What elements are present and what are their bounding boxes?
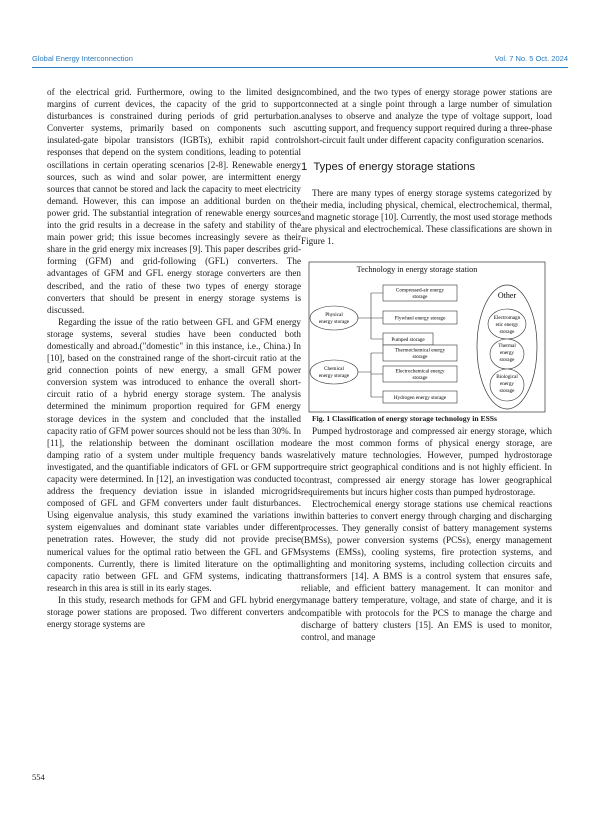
svg-text:Electromagn: Electromagn [493,315,521,322]
figure-caption: Fig. 1 Classification of energy storage technology in ESSs [312,414,497,424]
paragraph: Regarding the issue of the ratio between GFL and GFM energy storage systems, several studies have been conducted both domestically and abroad.("domestic" in this instance, i.e., China.) In [10], based on the constrained range of the short-circuit ratio at the grid connection points of new energy, a small GFM power conversion system was introduced to enhance the overall short-circuit ratio of a hybrid energy storage system. The analysis determined the minimum proportion required for GFM energy storage devices in the system and concluded that the installed capacity ratio of GFM power sources should not be less than 30%. In [11], the relationship between the dominant oscillation mode damping ratio of a system under multiple frequency bands was investigated, and the quantifiable indicators of GFL or GFM support capacity were determined. In [12], an investigation was conducted to address the frequency deviation issue in islanded microgrids composed of GFL and GFM converters under fault disturbances. Using eigenvalue analysis, this study examined the variations in system eigenvalues and dominant state variables under different penetration rates. However, the study did not provide precise numerical values for the optimal ratio between the GFL and GFM components. Currently, there is limited literature on the optimal capacity ratio between GFL and GFM systems, indicating that research in this area is still in its early stages. [47,316,301,593]
svg-text:Thermochemical energy: Thermochemical energy [394,347,446,354]
page-number: 554 [32,772,45,782]
right-column [301,86,552,643]
svg-text:energy: energy [499,350,515,357]
paragraph: Electrochemical energy storage stations use chemical reactions within batteries to convert energy through charging and discharging processes. They generally consist of battery management systems (BMSs), power conversion systems (PCSs), energy management systems (EMSs), cooling systems, fire protection systems, and lighting and monitoring systems, including collection circuits and transformers [14]. A BMS is a control system that ensures safe, reliable, and efficient battery management. It can monitor and manage battery temperature, voltage, and state of charge, and it is compatible with protocols for the PCS to manage the charge and discharge of battery clusters [15]. An EMS is used to monitor, control, and manage [301,498,552,642]
left-column [47,86,301,630]
svg-text:Thermal: Thermal [498,343,516,350]
paragraph: In this study, research methods for GFM and GFL hybrid energy storage power stations are proposed. Two different converters and energy storage systems are [47,594,301,630]
figure-1 [301,261,552,413]
section-title: Types of energy storage stations [313,161,476,174]
chemical-ellipse [310,360,358,384]
box-hydrogen-label: Hydrogen energy storage [393,395,447,402]
physical-label-2: energy storage [318,319,350,326]
journal-name: Global Energy Interconnection [32,54,133,63]
physical-ellipse [310,306,358,330]
diagram-title: Technology in energy storage station [356,265,478,275]
paragraph: There are many types of energy storage systems categorized by their media, including physical, chemical, electrochemical, thermal, and magnetic storage [10]. Currently, the most used storage methods are physical and electrochemical. These classifications are shown in Figure 1. [301,187,552,246]
svg-text:energy: energy [499,381,515,388]
physical-label-1: Physical [325,312,343,319]
header-rule [32,67,568,68]
svg-text:etic energy: etic energy [495,322,519,329]
svg-text:storage: storage [499,388,515,395]
chemical-label-2: energy storage [318,373,350,380]
other-label: Other [497,291,517,301]
svg-text:Electrochemical energy: Electrochemical energy [395,368,445,375]
svg-text:Compressed-air energy: Compressed-air energy [395,287,445,294]
svg-text:storage: storage [412,375,428,382]
section-number: 1 [301,161,308,174]
svg-text:storage: storage [412,354,428,361]
svg-text:storage: storage [499,329,515,336]
svg-text:storage: storage [412,294,428,301]
box-flywheel-label: Flywheel energy storage [394,315,446,322]
chemical-label-1: Chemical [324,366,344,373]
paragraph: of the electrical grid. Furthermore, owing to the limited design margins of current devices, the capacity of the grid to support disturbances is constrained during periods of grid perturbation. Converter systems, primarily based on components such as insulated-gate bipolar transistors (IGBTs), exhibit rapid control responses that depend on the system conditions, leading to potential oscillations in certain operating scenarios [2-8]. Renewable energy sources, such as wind and solar power, are intermittent energy sources that cannot be stored and lack the capacity to meet electricity demand. However, this can impose an additional burden on the power grid. The substantial integration of renewable energy sources into the grid results in a decrease in the safety and stability of the main power grid; this issue becomes increasingly severe as their share in the grid energy mix increases [9]. This paper describes grid-forming (GFM) and grid-following (GFL) converters. The advantages of GFM and GFL energy storage converters are then described, and the ratio of these two types of energy storage converters that should be present in energy storage systems is discussed. [47,87,301,315]
paragraph: Pumped hydrostorage and compressed air energy storage, which are the most common forms of physical energy storage, are relatively mature technologies. However, pumped hydrostorage require strict geographical conditions and is not highly efficient. In contrast, compressed air energy storage has lower geographical requirements but incurs higher costs than pumped hydrostorage. [301,426,552,497]
section-heading [301,161,552,173]
paragraph: combined, and the two types of energy storage power stations are connected at a single point through a large number of simulation analyses to observe and analyze the type of voltage support, load cutting support, and frequency support required during a three-phase short-circuit fault under different capacity configuration scenarios. [301,87,552,146]
svg-text:storage: storage [499,357,515,364]
issue-info: Vol. 7 No. 5 Oct. 2024 [494,54,568,63]
box-pumped-label: Pumped storage [391,337,425,344]
classification-diagram [301,261,552,413]
svg-text:Biological: Biological [496,374,518,381]
running-header [32,54,568,68]
